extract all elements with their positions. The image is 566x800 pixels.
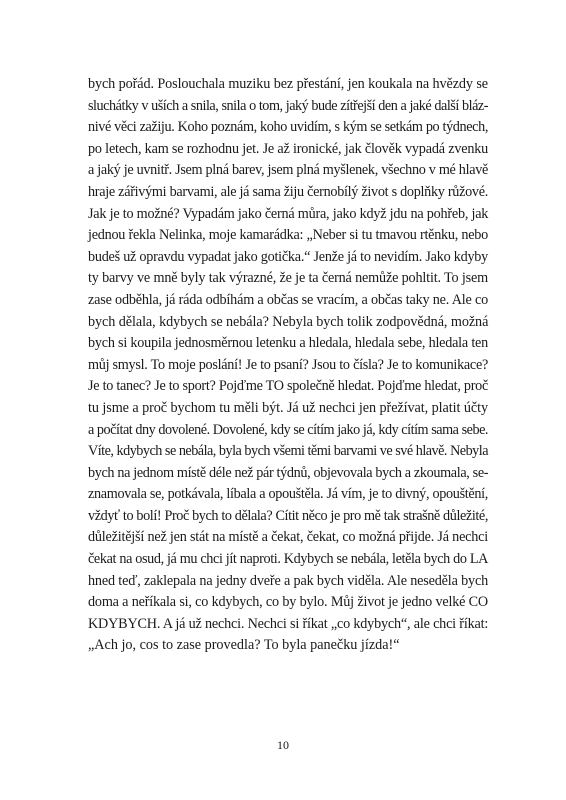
text-line: KDYBYCH. A já už nechci. Nechci si říkat „co kdybych“, ale chci říkat: <box>88 615 489 632</box>
text-line: bych dělala, kdybych se nebála? Nebyla bych tolik zodpovědná, možná <box>88 313 489 330</box>
text-line: čekat na osud, já mu chci jít naproti. Kdybych se nebála, letěla bych do LA <box>88 551 488 568</box>
text-line: jednou řekla Nelinka, moje kamarádka: „Neber si tu tmavou rtěnku, nebo <box>88 227 488 244</box>
text-line: po letech, kam se rozhodnu jet. Je až ironické, jak člověk vypadá zvenku <box>88 140 489 157</box>
text-line: hraje zářivými barvami, ale já sama žiju černobílý život s doplňky růžové. <box>88 183 488 200</box>
text-line: vždyť to bolí! Proč bych to dělala? Cítit něco je pro mě tak strašně důležité, <box>88 507 488 524</box>
body-text <box>88 74 488 657</box>
text-line: sluchátky v uších a snila, snila o tom, jaký bude zítřejší den a jaké další bláz- <box>88 97 488 114</box>
text-line: důležitější než jen stát na místě a čekat, čekat, co možná přijde. Já nechci <box>88 529 488 546</box>
text-line: Jak je to možné? Vypadám jako černá můra, jako když jdu na pohřeb, jak <box>88 205 489 222</box>
page-number: 10 <box>277 738 289 752</box>
text-line: znamovala se, potkávala, líbala a opouštěla. Já vím, je to divný, opouštění, <box>88 486 488 503</box>
text-line-last: „Ach jo, cos to zase provedla? To byla panečku jízda!“ <box>88 637 400 654</box>
text-line: nivé věci zažiju. Koho poznám, koho uvidím, s kým se setkám po týdnech, <box>88 119 488 136</box>
text-line: ty barvy ve mně byly tak výrazné, že je ta černá nemůže pohltit. To jsem <box>88 270 488 287</box>
text-line: bych pořád. Poslouchala muziku bez přestání, jen koukala na hvězdy se <box>88 76 488 92</box>
text-line: a počítat dny dovolené. Dovolené, kdy se cítím jako já, kdy cítím sama sebe. <box>88 421 488 438</box>
text-line: doma a neříkala si, co kdybych, co by bylo. Můj život je jedno velké CO <box>88 594 488 611</box>
text-line: můj smysl. To moje poslání! Je to psaní? Jsou to čísla? Je to komunikace? <box>88 356 488 373</box>
text-line: budeš už opravdu vypadat jako gotička.“ Jenže já to nevidím. Jako kdyby <box>88 248 488 265</box>
text-line: zase odběhla, já ráda odbíhám a občas se vracím, a občas taky ne. Ale co <box>88 291 489 308</box>
text-line: Je to tanec? Je to sport? Pojďme TO společně hledat. Pojďme hledat, proč <box>88 378 488 395</box>
text-line: Víte, kdybych se nebála, byla bych všemi těmi barvami ve své hlavě. Nebyla <box>88 443 488 460</box>
text-line: bych na jednom místě déle než pár týdnů, objevovala bych a zkoumala, se- <box>88 464 489 481</box>
text-line: a jaký je uvnitř. Jsem plná barev, jsem plná myšlenek, všechno v mé hlavě <box>88 162 488 179</box>
text-line: hned teď, zaklepala na jedny dveře a pak bych viděla. Ale neseděla bych <box>88 572 488 589</box>
text-line: bych si koupila jednosměrnou letenku a hledala, hledala sebe, hledala ten <box>88 335 488 352</box>
text-line: tu jsme a proč bychom tu měli být. Já už nechci jen přežívat, platit účty <box>88 399 488 416</box>
